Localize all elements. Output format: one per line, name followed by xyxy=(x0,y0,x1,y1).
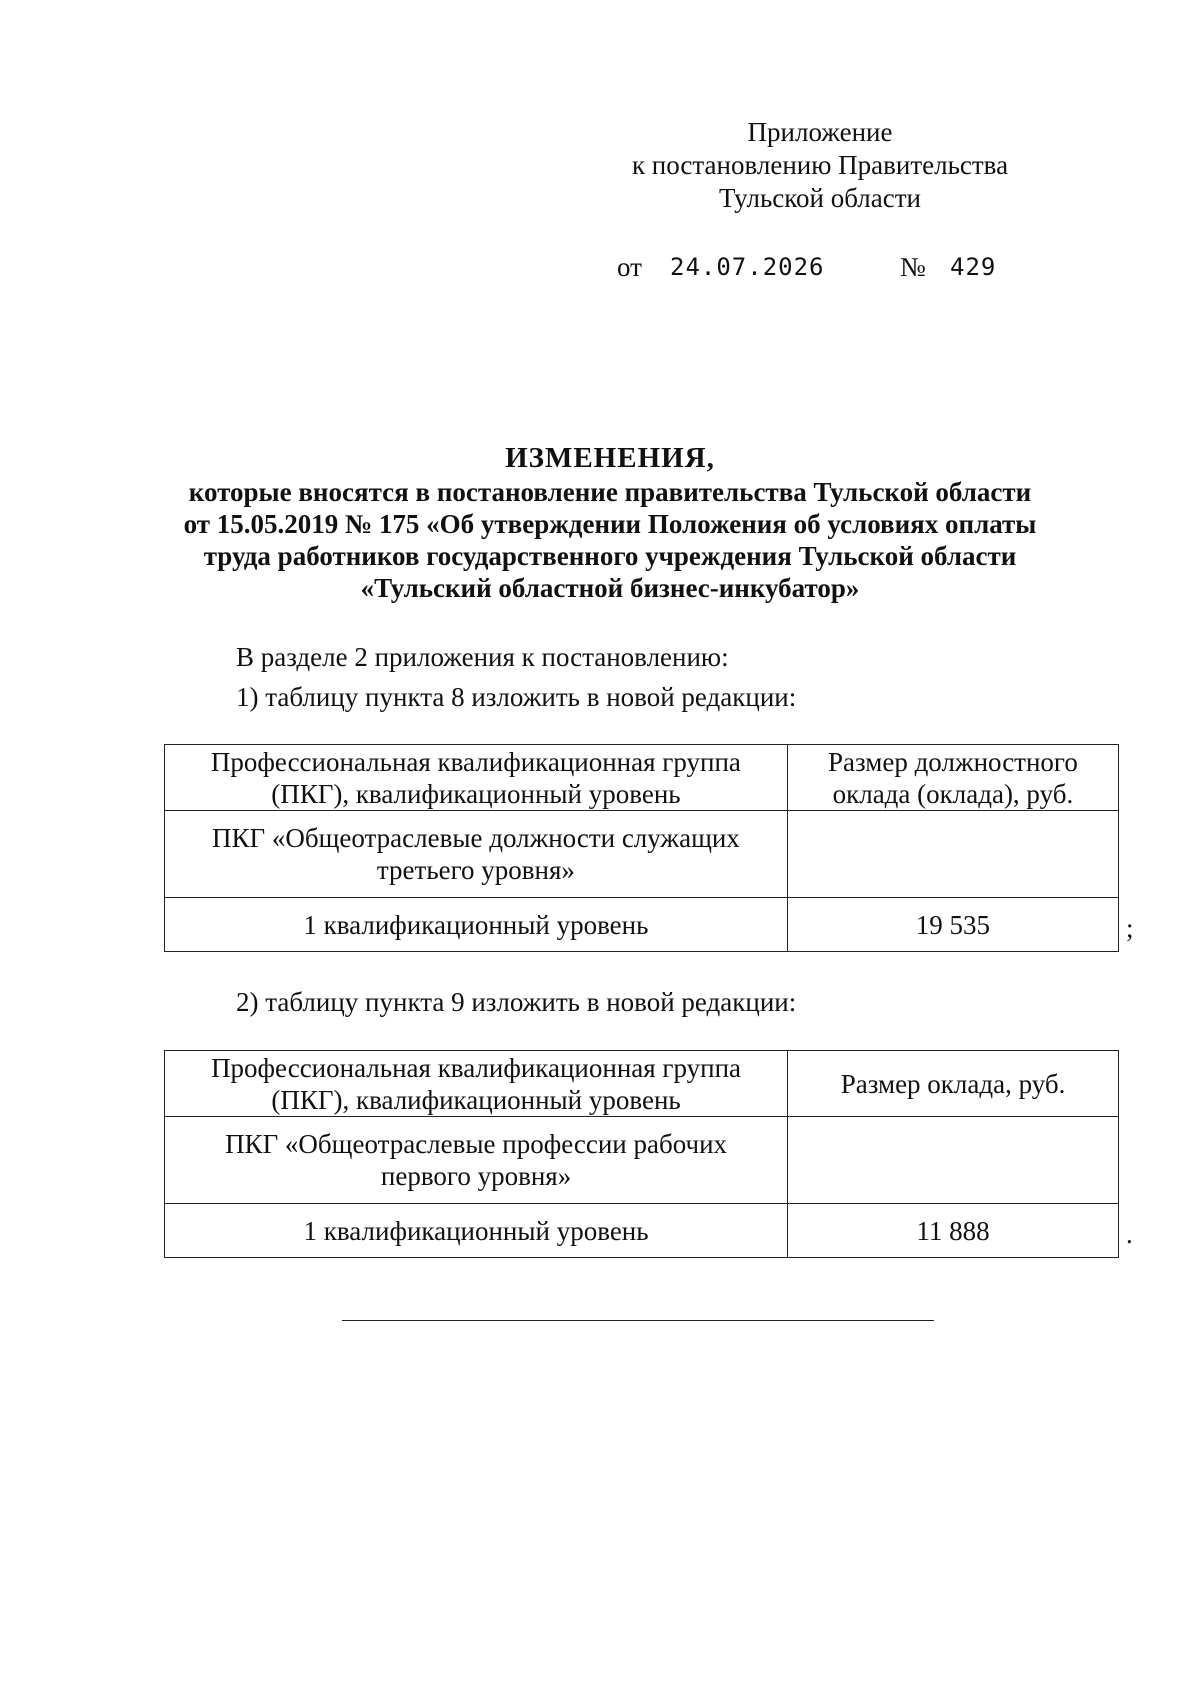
salary-table-2 xyxy=(164,1050,1119,1258)
header-text: Профессиональная квалификационная группа xyxy=(211,1052,742,1083)
salary-value-cell: 11 888 xyxy=(788,1204,1119,1258)
table-row xyxy=(165,745,1119,811)
header-text: (ПКГ), квалификационный уровень xyxy=(271,1084,681,1115)
table-header-cell: Размер оклада, руб. xyxy=(788,1051,1119,1117)
group-text: ПКГ «Общеотраслевые профессии рабочих xyxy=(225,1129,728,1159)
appendix-line-decree: к постановлению Правительства xyxy=(631,150,1009,180)
group-text: ПКГ «Общеотраслевые должности служащих xyxy=(212,823,740,853)
table-row xyxy=(165,811,1119,898)
group-cell xyxy=(165,1117,788,1204)
group-cell xyxy=(165,811,788,898)
table-2-trailing-mark: . xyxy=(1126,1219,1133,1249)
header-text: (ПКГ), квалификационный уровень xyxy=(271,778,681,809)
table-row xyxy=(165,1051,1119,1117)
empty-cell xyxy=(788,1117,1119,1204)
header-text: оклада (оклада), руб. xyxy=(832,778,1074,809)
group-text: первого уровня» xyxy=(380,1161,572,1191)
table-header-cell xyxy=(165,1051,788,1117)
appendix-line-region: Тульской области xyxy=(719,183,921,213)
reference-date: 24.07.2026 xyxy=(670,253,825,281)
document-title xyxy=(130,440,1090,604)
level-cell: 1 квалификационный уровень xyxy=(165,898,788,952)
table-row xyxy=(165,1117,1119,1204)
group-text: третьего уровня» xyxy=(376,855,575,885)
intro-paragraph: В разделе 2 приложения к постановлению: xyxy=(236,642,729,672)
header-text: Профессиональная квалификационная группа xyxy=(210,746,741,777)
empty-cell xyxy=(787,811,1118,898)
level-cell: 1 квалификационный уровень xyxy=(165,1204,788,1258)
header-text: Размер должностного xyxy=(827,746,1078,777)
title-line-1: которые вносятся в постановление правительства Тульской области xyxy=(188,477,1032,507)
appendix-title: Приложение xyxy=(747,117,893,147)
reference-date-label: от xyxy=(617,252,642,282)
title-line-4: «Тульский областной бизнес-инкубатор» xyxy=(360,573,860,603)
table-1-trailing-mark: ; xyxy=(1126,913,1134,943)
reference-number-label: № xyxy=(900,252,926,282)
appendix-header xyxy=(600,116,1040,215)
end-of-document-rule xyxy=(342,1320,934,1321)
reference-number: 429 xyxy=(950,253,997,281)
table-header-cell xyxy=(165,745,788,811)
salary-table-1 xyxy=(164,744,1119,952)
title-line-3: труда работников государственного учреждения Тульской области xyxy=(203,541,1017,571)
title-main: ИЗМЕНЕНИЯ, xyxy=(505,442,715,474)
title-line-2: от 15.05.2019 № 175 «Об утверждении Положения об условиях оплаты xyxy=(183,509,1037,539)
item-2-paragraph: 2) таблицу пункта 9 изложить в новой редакции: xyxy=(236,987,797,1017)
table-row xyxy=(165,1204,1119,1258)
table-header-cell xyxy=(787,745,1118,811)
item-1-paragraph: 1) таблицу пункта 8 изложить в новой редакции: xyxy=(236,682,797,712)
salary-value-cell: 19 535 xyxy=(787,898,1118,952)
table-row xyxy=(165,898,1119,952)
